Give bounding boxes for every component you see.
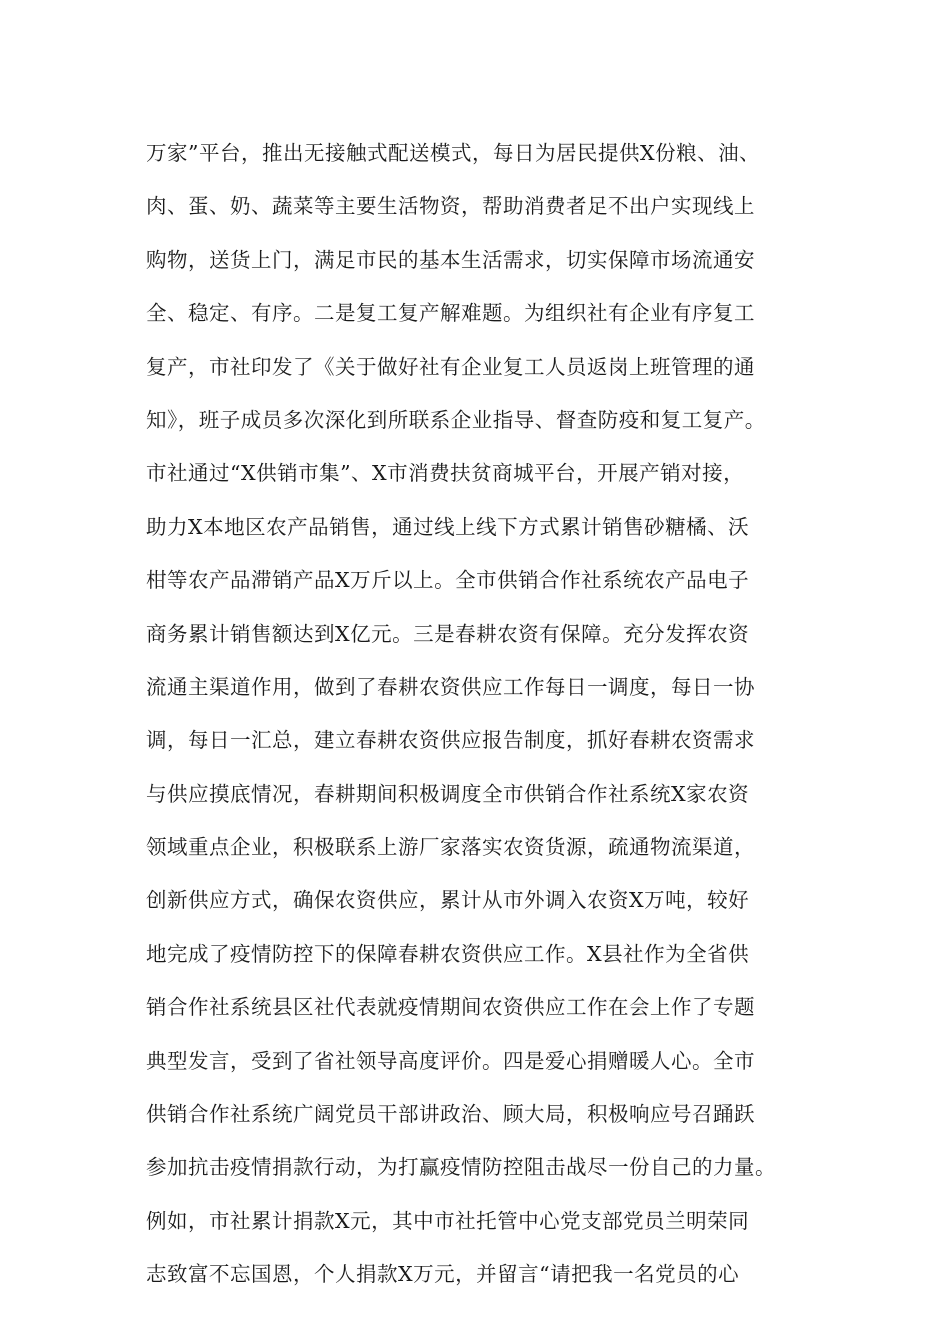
text-line: 市社通过“X供销市集”、X市消费扶贫商城平台，开展产销对接， bbox=[146, 461, 745, 486]
text-line: 志致富不忘国恩，个人捐款X万元，并留言“请把我一名党员的心 bbox=[146, 1262, 740, 1287]
text-line: 购物，送货上门，满足市民的基本生活需求，切实保障市场流通安 bbox=[146, 247, 755, 272]
text-line: 与供应摸底情况，春耕期间积极调度全市供销合作社系统X家农资 bbox=[146, 781, 750, 806]
text-line: 助力X本地区农产品销售，通过线上线下方式累计销售砂糖橘、沃 bbox=[146, 514, 750, 539]
text-line: 知》，班子成员多次深化到所联系企业指导、督查防疫和复工复产。 bbox=[146, 407, 766, 432]
text-line: 柑等农产品滞销产品X万斤以上。全市供销合作社系统农产品电子 bbox=[146, 568, 750, 593]
text-line: 调，每日一汇总，建立春耕农资供应报告制度，抓好春耕农资需求 bbox=[146, 728, 755, 753]
text-line: 供销合作社系统广阔党员干部讲政治、顾大局，积极响应号召踊跃 bbox=[146, 1102, 755, 1127]
text-line: 创新供应方式，确保农资供应，累计从市外调入农资X万吨，较好 bbox=[146, 888, 750, 913]
text-line: 例如，市社累计捐款X元，其中市社托管中心党支部党员兰明荣同 bbox=[146, 1208, 750, 1233]
text-line: 销合作社系统县区社代表就疫情期间农资供应工作在会上作了专题 bbox=[146, 995, 755, 1020]
text-line: 参加抗击疫情捐款行动，为打赢疫情防控阻击战尽一份自己的力量。 bbox=[146, 1155, 776, 1180]
body-paragraph bbox=[146, 127, 836, 1302]
text-line: 万家”平台，推出无接触式配送模式，每日为居民提供X份粮、油、 bbox=[146, 141, 761, 165]
text-line: 领域重点企业，积极联系上游厂家落实农资货源，疏通物流渠道， bbox=[146, 835, 755, 860]
text-line: 流通主渠道作用，做到了春耕农资供应工作每日一调度，每日一协 bbox=[146, 674, 755, 699]
text-line: 肉、蛋、奶、蔬菜等主要生活物资，帮助消费者足不出户实现线上 bbox=[146, 194, 755, 219]
text-line: 复产，市社印发了《关于做好社有企业复工人员返岗上班管理的通 bbox=[146, 354, 755, 379]
text-line: 地完成了疫情防控下的保障春耕农资供应工作。X县社作为全省供 bbox=[146, 941, 750, 966]
text-line: 全、稳定、有序。二是复工复产解难题。为组织社有企业有序复工 bbox=[146, 301, 755, 326]
text-line: 典型发言，受到了省社领导高度评价。四是爱心捐赠暖人心。全市 bbox=[146, 1048, 755, 1073]
text-line: 商务累计销售额达到X亿元。三是春耕农资有保障。充分发挥农资 bbox=[146, 621, 750, 646]
